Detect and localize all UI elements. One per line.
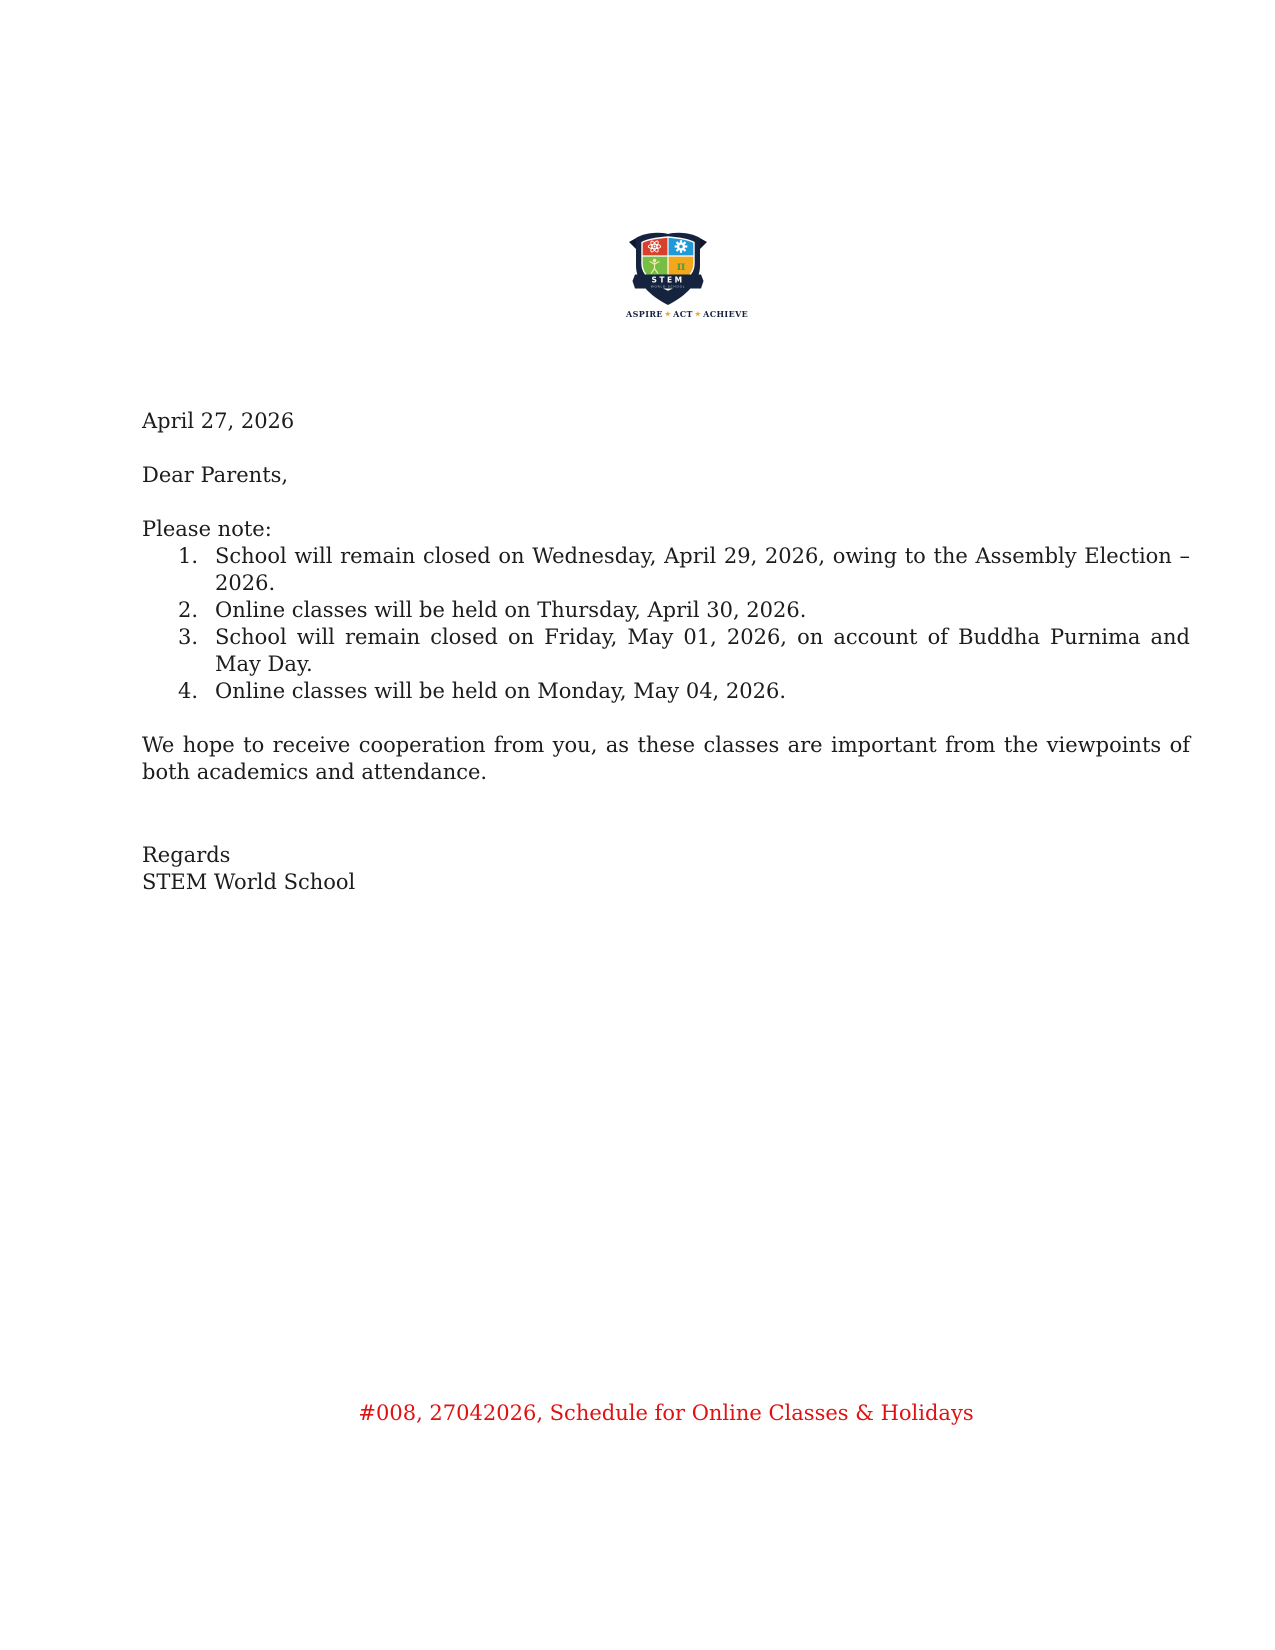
note-text: Online classes will be held on Monday, May 04, 2026. [215,679,787,703]
letter-date: April 27, 2026 [142,409,295,433]
note-number: 4. [178,679,199,703]
notes-list [142,543,1190,705]
school-logo [626,230,749,319]
note-text: School will remain closed on Friday, May 01, 2026, on account of Buddha Purnima and May Day. [215,625,1190,676]
star-icon: ★ [664,310,672,318]
note-intro: Please note: [142,517,272,541]
crest-acronym-text: STEM [651,275,685,285]
signature: STEM World School [142,870,356,894]
salutation: Dear Parents, [142,463,289,487]
note-text: Online classes will be held on Thursday, April 30, 2026. [215,598,807,622]
note-number: 1. [178,544,199,568]
gear-icon [675,240,688,253]
footer-reference: #008, 27042026, Schedule for Online Classes & Holidays [358,1401,974,1425]
note-item [142,624,1190,678]
tagline-word: ACT [673,309,693,319]
note-item [142,543,1190,597]
note-item [142,597,1190,624]
note-number: 3. [178,625,199,649]
tagline-word: ASPIRE [626,309,663,319]
pi-icon: π [676,259,686,273]
body-paragraph: We hope to receive cooperation from you, as these classes are important from the viewpoints of both academics and attendance. [142,733,1190,784]
star-icon: ★ [694,310,702,318]
note-number: 2. [178,598,199,622]
school-tagline [626,309,749,319]
tagline-word: ACHIEVE [703,309,749,319]
note-text: School will remain closed on Wednesday, April 29, 2026, owing to the Assembly Election – 2026. [215,544,1190,595]
closing: Regards [142,843,231,867]
school-crest-icon [628,230,708,306]
crest-school-name-text: WORLD SCHOOL [650,284,686,289]
letter-body [142,408,1190,896]
note-item [142,678,1190,705]
